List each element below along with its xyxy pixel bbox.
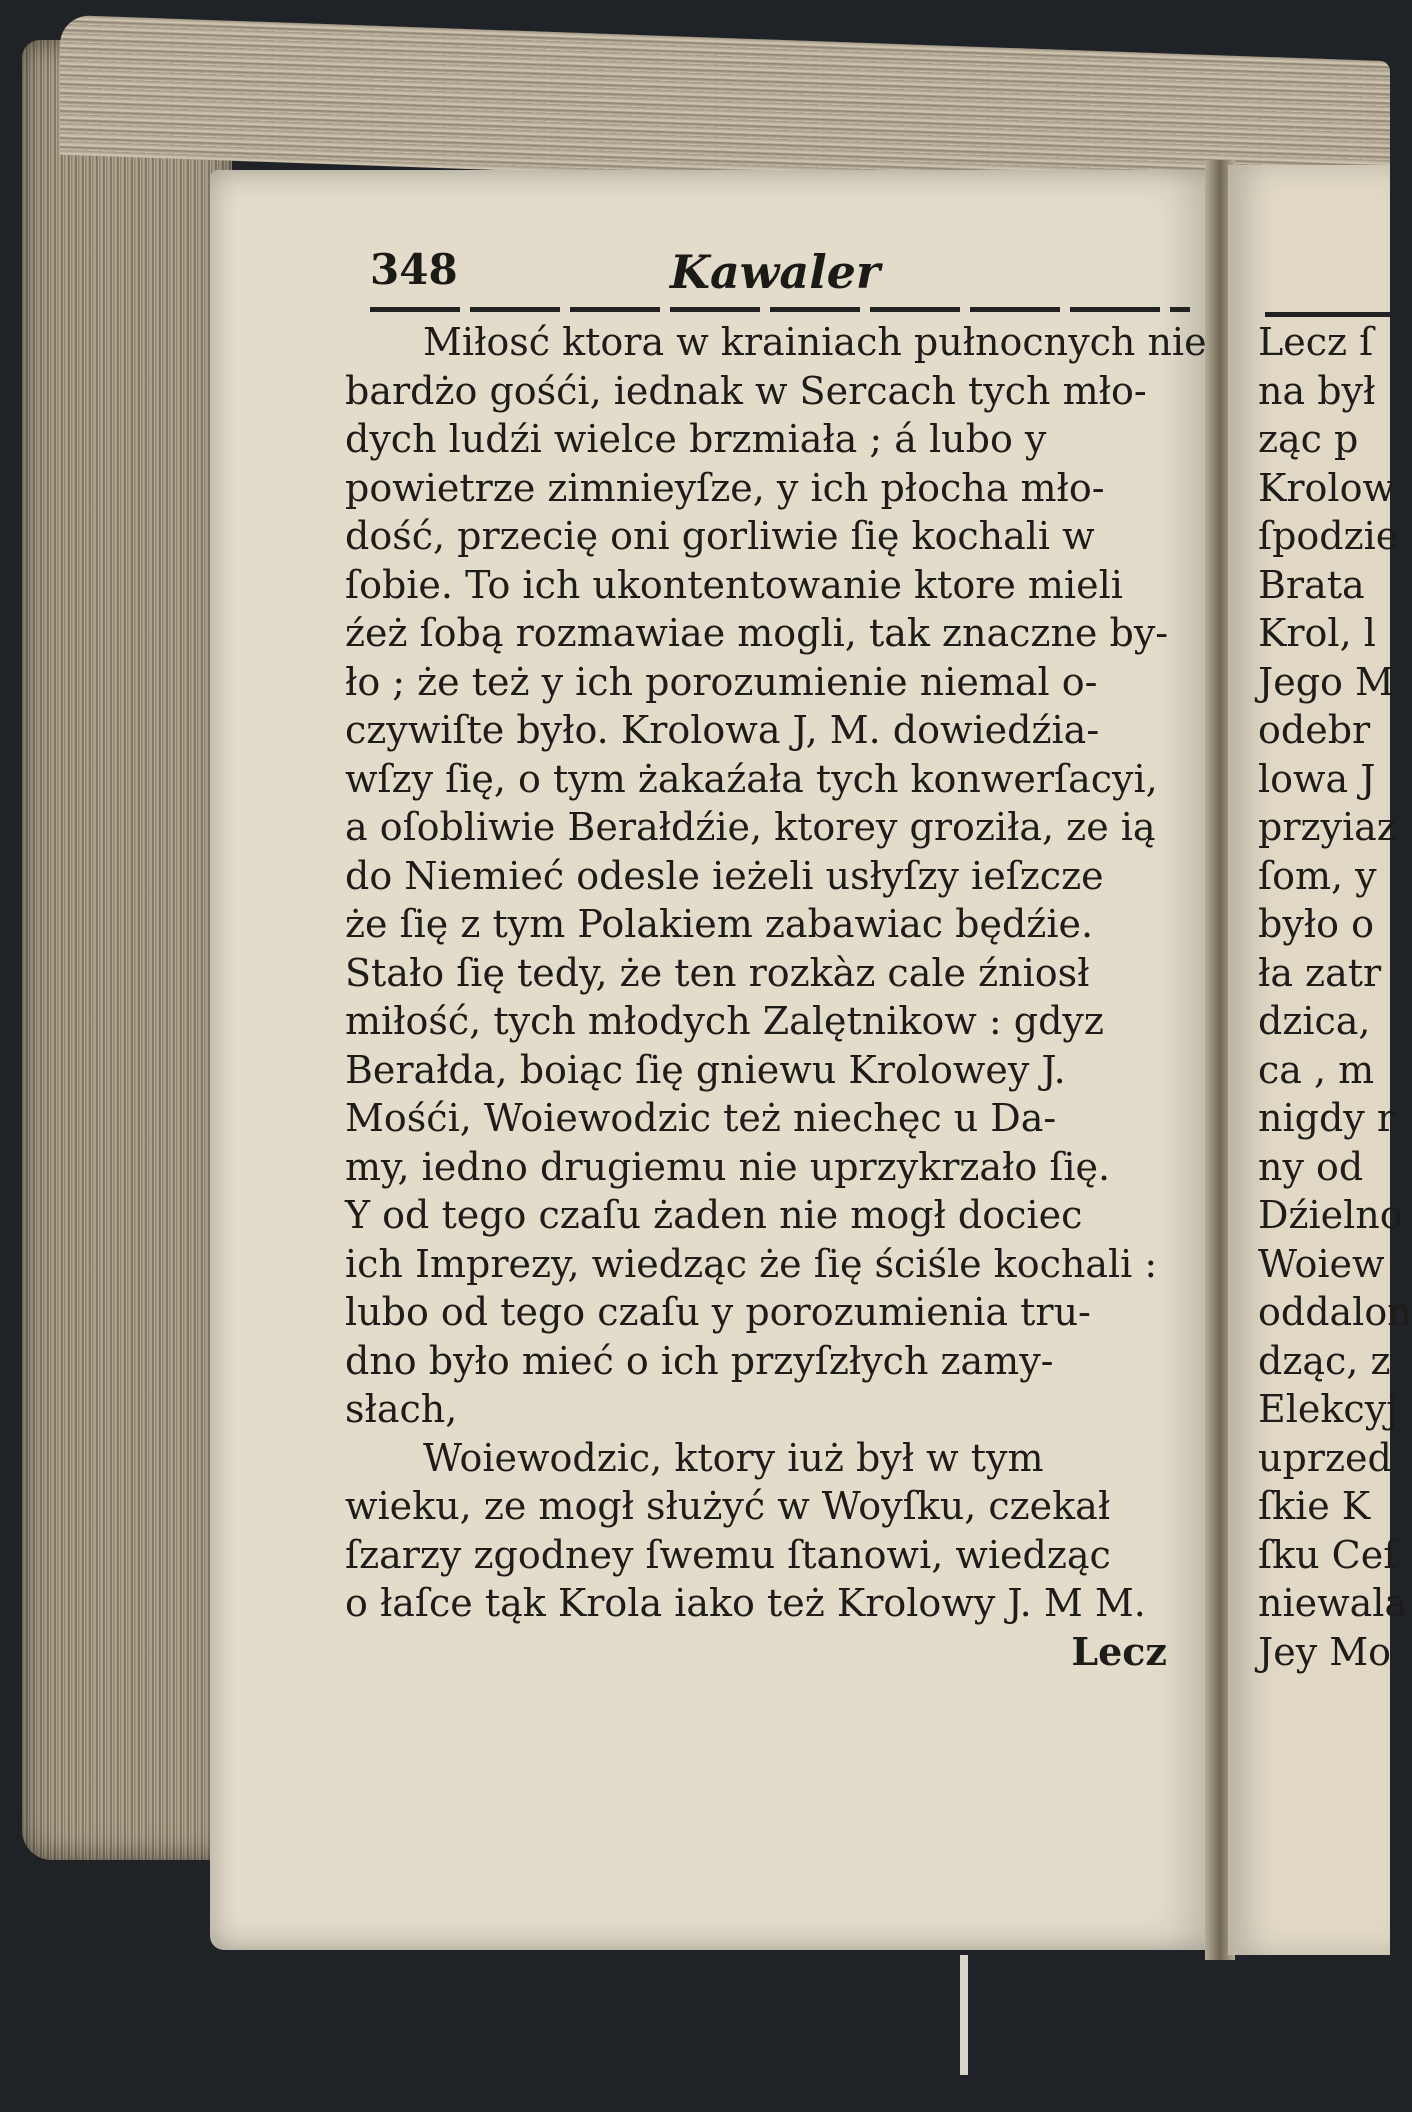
page-header (370, 245, 1200, 315)
text-line: do Niemieć odesle ieżeli usłyſzy ieſzcze (345, 853, 1104, 898)
text-line: Jey Mo (1258, 1629, 1392, 1674)
text-line: nigdy r (1258, 1096, 1395, 1140)
text-line: uprzed (1258, 1435, 1392, 1480)
text-line: lowa J (1258, 756, 1376, 801)
text-line: oddalon (1258, 1290, 1412, 1334)
text-line: lubo od tego czaſu y porozumienia tru- (345, 1290, 1091, 1334)
text-line: ſku Ceſ (1258, 1532, 1398, 1577)
text-line: Mośći, Woiewodzic też niechęc u Da- (345, 1096, 1057, 1140)
running-title: Kawaler (670, 245, 881, 299)
text-line: miłość, tych młodych Zalętnikow : gdyz (345, 999, 1104, 1043)
text-line: wſzy ſię, o tym żakaźała tych konwerſacyi, (345, 756, 1158, 801)
text-line: na był (1258, 368, 1376, 413)
text-line: odebr (1258, 708, 1371, 752)
header-rule (370, 307, 1190, 312)
text-line: było o (1258, 902, 1374, 946)
page-number: 348 (370, 245, 458, 294)
left-page-text (345, 318, 1207, 1676)
text-line: ny od (1258, 1144, 1364, 1189)
text-line: dno było mieć o ich przyſzłych zamy- (345, 1338, 1054, 1383)
text-line: Berałda, boiąc ſię gniewu Krolowey J. (345, 1047, 1066, 1092)
text-line: Lecz ſ (1258, 320, 1374, 364)
text-line: my, iedno drugiemu nie uprzykrzało ſię. (345, 1144, 1111, 1189)
text-line: Krol, l (1258, 611, 1376, 655)
text-line: Woiew (1258, 1241, 1385, 1286)
text-line: Woiewodzic, ktory iuż był w tym (423, 1435, 1044, 1480)
text-line: źeż ſobą rozmawiae mogli, tak znaczne by- (345, 611, 1169, 655)
text-line: przyiaz (1258, 805, 1397, 849)
catchword: Lecz (1071, 1628, 1167, 1674)
text-line: Krolow (1258, 465, 1395, 510)
text-line: Elekcyj (1258, 1387, 1398, 1431)
text-line: Miłosć ktora w krainiach pułnocnych nie (423, 320, 1207, 364)
text-line: że ſię z tym Polakiem zabawiac będźie. (345, 902, 1094, 946)
text-line: ca , m (1258, 1047, 1375, 1092)
text-line: Brata (1258, 562, 1365, 607)
text-line: Y od tego czaſu żaden nie mogł dociec (345, 1193, 1083, 1237)
text-line: a oſobliwie Berałdźie, ktorey groziła, ze ią (345, 805, 1156, 849)
bookmark-clip (960, 1955, 968, 2075)
text-line: dych ludźi wielce brzmiała ; á lubo y (345, 417, 1047, 461)
text-line: bardżo gośći, iednak w Sercach tych mło- (345, 368, 1147, 413)
text-line: ich Imprezy, wiedząc że ſię ściśle kochali : (345, 1241, 1158, 1286)
text-line: dzica, (1258, 999, 1371, 1043)
text-line: ząc p (1258, 417, 1359, 461)
text-line: dość, przecię oni gorliwie ſię kochali w (345, 514, 1095, 558)
text-line: powietrze zimnieyſze, y ich płocha mło- (345, 465, 1105, 510)
text-line: ſzarzy zgodney ſwemu ſtanowi, wiedząc (345, 1532, 1111, 1577)
text-line: ſobie. To ich ukontentowanie ktore mieli (345, 562, 1123, 607)
text-line: ſom, y (1258, 853, 1377, 898)
text-line: o łaſce tąk Krola iako też Krolowy J. M M. (345, 1581, 1146, 1625)
text-line: Jego M (1258, 659, 1394, 704)
text-line: Stało ſię tedy, że ten rozkàz cale źniosł (345, 950, 1090, 995)
text-line: niewala (1258, 1581, 1408, 1625)
right-page-text (1258, 318, 1412, 1676)
text-line: ſpodzie (1258, 514, 1399, 558)
text-line: ło ; że też y ich porozumienie niemal o- (345, 659, 1098, 704)
text-line: czywiſte było. Krolowa J, M. dowiedźia- (345, 708, 1100, 752)
text-line: Dźielno (1258, 1193, 1403, 1237)
text-line: słach, (345, 1387, 458, 1431)
right-header-rule (1265, 312, 1390, 317)
book-page-edges (22, 40, 232, 1860)
text-line: ła zatr (1258, 950, 1382, 995)
text-line: wieku, ze mogł służyć w Woyſku, czekał (345, 1484, 1111, 1528)
text-line: ſkie K (1258, 1484, 1371, 1528)
text-line: dząc, z (1258, 1338, 1391, 1383)
